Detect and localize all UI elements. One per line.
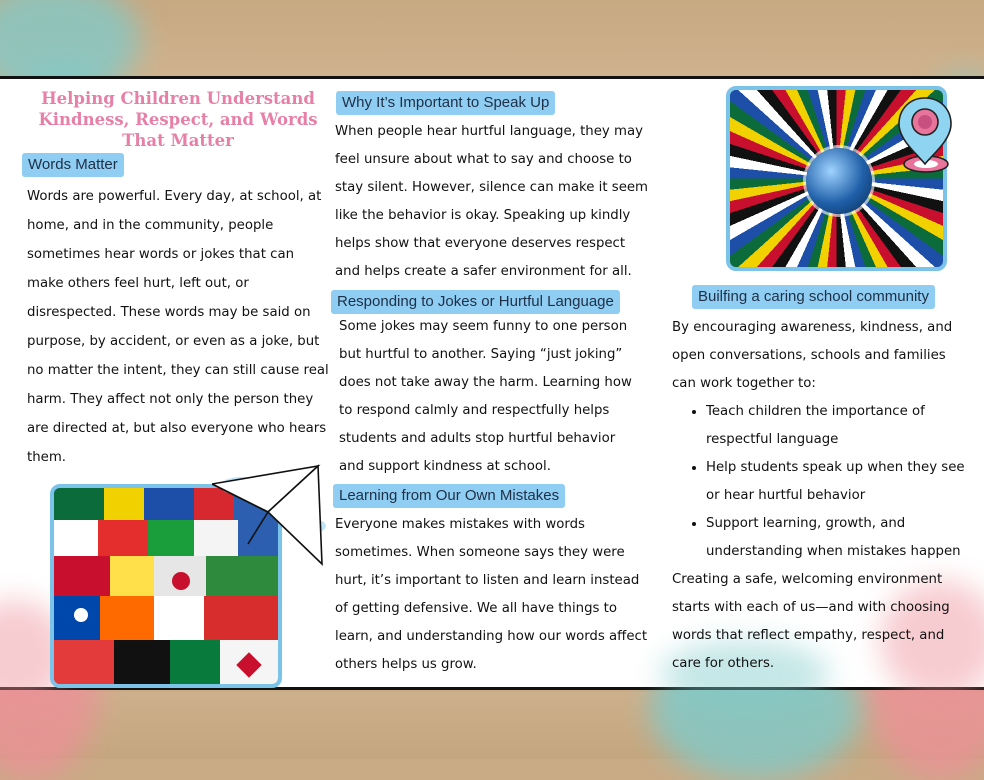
brochure-title: Helping Children Understand Kindness, Respect, and Words That Matter (38, 89, 318, 150)
kraft-paper-top (0, 0, 984, 76)
globe (806, 148, 872, 214)
community-body (672, 314, 972, 678)
heading-building-community: Builfing a caring school community (692, 285, 935, 309)
words-matter-body (27, 182, 331, 472)
speak-up-body (335, 118, 650, 286)
community-intro: By encouraging awareness, kindness, and open conversations, schools and families can work together to: (672, 320, 953, 391)
speak-up-paragraph: When people hear hurtful language, they may feel unsure about what to say and choose to stay silent. However, silence can make it seem like the behavior is okay. Speaking up kindly helps show that everyone deserves respect and helps create a safer environment for all. (335, 124, 649, 279)
community-bullet-item: • Teach children the importance of respectful language (706, 398, 972, 454)
community-bullet-item: • Support learning, growth, and understanding when mistakes happen (706, 510, 972, 566)
location-pin-icon (893, 94, 957, 174)
jokes-body (339, 313, 639, 481)
community-bullet-item: • Help students speak up when they see or hear hurtful behavior (706, 454, 972, 510)
community-outro: Creating a safe, welcoming environment starts with each of us—and with choosing words that reflect empathy, respect, and care for others. (672, 572, 950, 671)
mistakes-paragraph: Everyone makes mistakes with words sometimes. When someone says they were hurt, it’s important to listen and learn instead of getting defensive. We all have things to learn, and understanding how our words affect others helps us grow. (335, 517, 648, 672)
words-matter-paragraph: Words are powerful. Every day, at school, at home, and in the community, people sometimes hear words or jokes that can make others feel hurt, left out, or disrespected. These words may be said on purpose, by accident, or even as a joke, but no matter the intent, they can still cause real harm. They affect not only the person they are directed at, but also everyone who hears them. (27, 189, 329, 465)
jokes-paragraph: Some jokes may seem funny to one person but hurtful to another. Saying “just joking” does not take away the harm. Learning how to respond calmly and respectfully helps students and adults stop hurtful behavior and support kindness at school. (339, 319, 632, 474)
paper-plane-icon (212, 452, 332, 572)
heading-responding-jokes: Responding to Jokes or Hurtful Language (331, 290, 620, 314)
heading-speak-up: Why It’s Important to Speak Up (336, 91, 555, 115)
heading-words-matter: Words Matter (22, 153, 124, 177)
community-bullet-list (672, 398, 972, 566)
heading-learning-mistakes: Learning from Our Own Mistakes (333, 484, 565, 508)
mistakes-body (335, 511, 650, 679)
